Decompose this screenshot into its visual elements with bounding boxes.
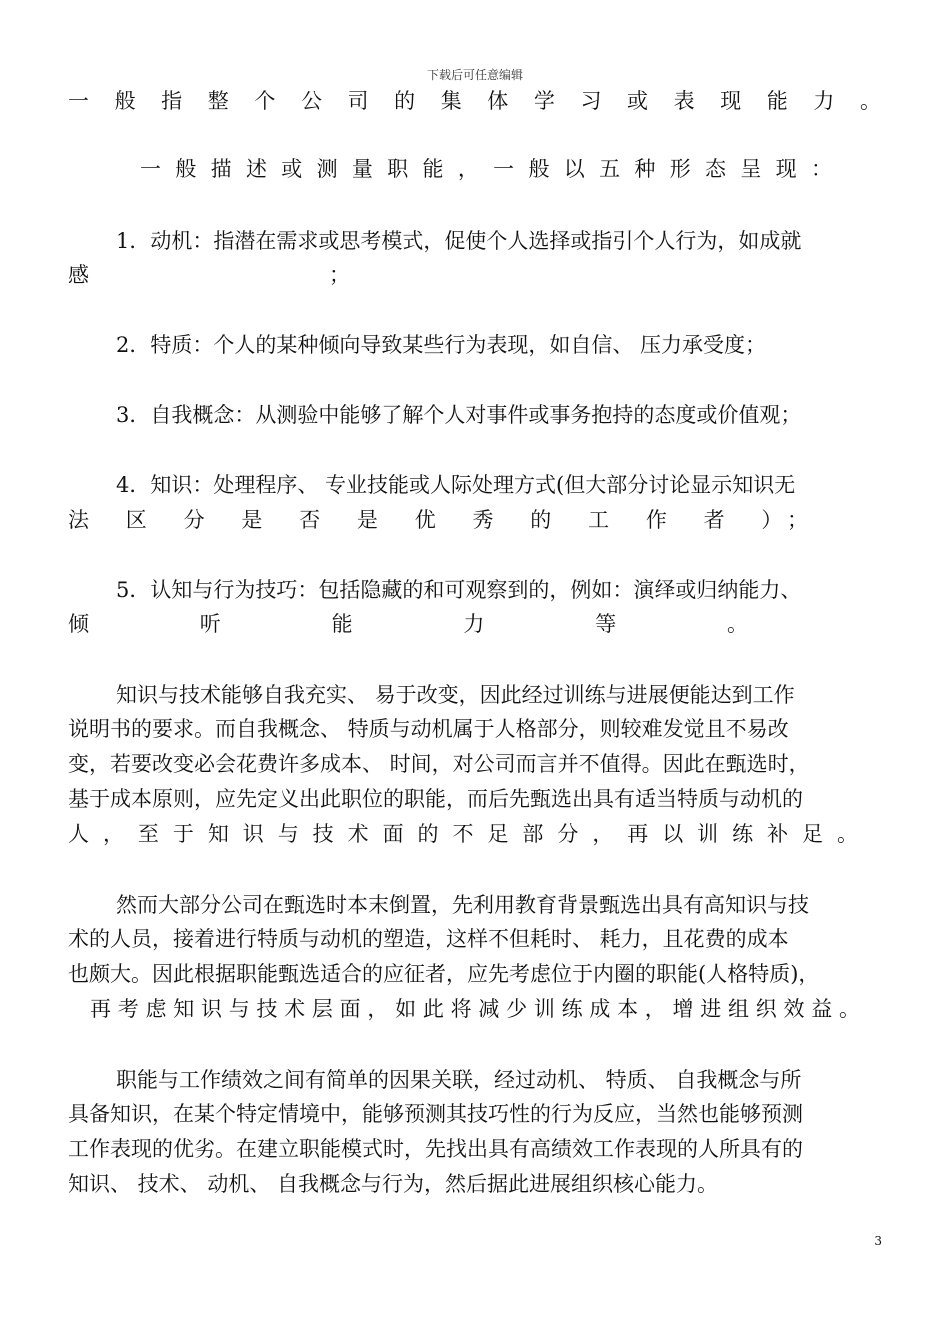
text-line: 基于成本原则，应先定义出此职位的职能，而后先甄选出具有适当特质与动机的 (68, 787, 803, 811)
text-line: 然而大部分公司在甄选时本末倒置，先利用教育背景甄选出具有高知识与技 (116, 893, 809, 917)
text-line: 2．特质：个人的某种倾向导致某些行为表现，如自信、 压力承受度； (116, 333, 767, 357)
text-line: 说明书的要求。而自我概念、 特质与动机属于人格部分，则较难发觉且不易改 (68, 717, 789, 741)
text-line: 再 考 虑 知 识 与 技 术 层 面 ， 如 此 将 减 少 训 练 成 本 ， 增 进 组 织 效 益 。 (90, 997, 860, 1021)
text-line: 一 般 描 述 或 测 量 职 能 ， 一 般 以 五 种 形 态 呈 现 ： (140, 157, 832, 181)
text-line: 也颇大。因此根据职能甄选适合的应征者，应先考虑位于内圈的职能(人格特质)， (68, 962, 820, 986)
text-line: 5．认知与行为技巧：包括隐藏的和可观察到的，例如：演绎或归纳能力、 (116, 578, 802, 602)
text-line: 变，若要改变必会花费许多成本、 时间，对公司而言并不值得。因此在甄选时， (68, 752, 810, 776)
text-line: 术的人员，接着进行特质与动机的塑造，这样不但耗时、 耗力，且花费的成本 (68, 927, 789, 951)
page-number: 3 (874, 1234, 882, 1248)
text-line: 职能与工作绩效之间有简单的因果关联，经过动机、 特质、 自我概念与所 (116, 1068, 802, 1092)
text-line: 具备知识，在某个特定情境中，能够预测其技巧性的行为反应，当然也能够预测 (68, 1102, 803, 1126)
text-line: 倾 听 能 力 等 。 (68, 612, 748, 636)
text-line: 知识与技术能够自我充实、 易于改变，因此经过训练与进展便能达到工作 (116, 683, 795, 707)
text-line: 知识、 技术、 动机、 自我概念与行为，然后据此进展组织核心能力。 (68, 1172, 719, 1196)
text-line: 工作表现的优劣。在建立职能模式时，先找出具有高绩效工作表现的人所具有的 (68, 1137, 803, 1161)
text-line: 4．知识：处理程序、 专业技能或人际处理方式(但大部分讨论显示知识无 (116, 473, 796, 497)
text-line: 3．自我概念：从测验中能够了解个人对事件或事务抱持的态度或价值观； (116, 403, 802, 427)
text-line: 一 般 指 整 个 公 司 的 集 体 学 习 或 表 现 能 力 。 (68, 89, 881, 113)
text-line: 法 区 分 是 否 是 优 秀 的 工 作 者 ）； (68, 508, 808, 532)
text-line: 感 ； (68, 263, 350, 287)
text-line: 人 ， 至 于 知 识 与 技 术 面 的 不 足 部 分 ， 再 以 训 练 补 足 。 (68, 822, 858, 846)
page-header: 下载后可任意编辑 (426, 68, 523, 82)
text-line: 1．动机：指潜在需求或思考模式，促使个人选择或指引个人行为，如成就 (116, 229, 802, 253)
